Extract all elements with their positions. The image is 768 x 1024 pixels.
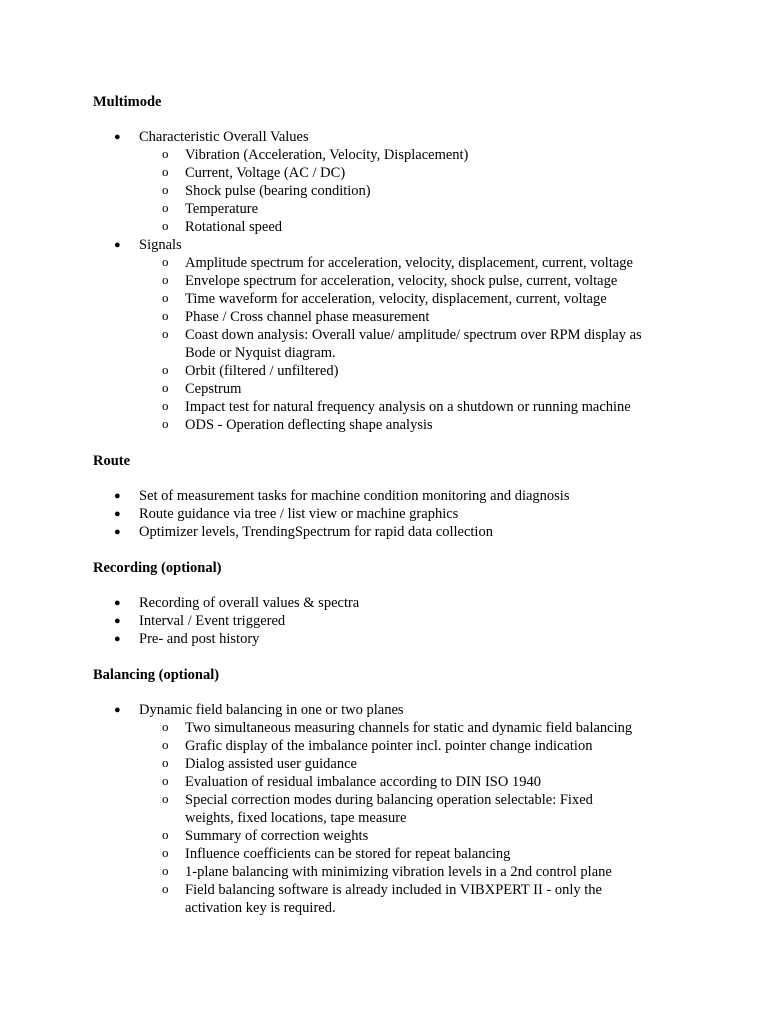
circle-bullet-icon: o	[162, 755, 169, 770]
circle-bullet-icon: o	[162, 308, 169, 323]
bullet-icon: ●	[114, 704, 121, 716]
circle-bullet-icon: o	[162, 290, 169, 305]
list-item: ● Interval / Event triggered	[114, 613, 286, 629]
list-item: ● Set of measurement tasks for machine condition monitoring and diagnosis	[114, 488, 570, 504]
circle-bullet-icon: o	[162, 182, 169, 197]
section-heading-multimode: Multimode	[93, 94, 162, 110]
section-heading-recording: Recording (optional)	[93, 560, 222, 576]
circle-bullet-icon: o	[162, 827, 169, 842]
list-item: ● Pre- and post history	[114, 631, 260, 647]
circle-bullet-icon: o	[162, 254, 169, 269]
sub-list-item: o Temperature	[162, 200, 259, 217]
sub-list-item: o Rotational speed	[162, 218, 283, 235]
sub-list-item: o Special correction modes during balancing operation selectable: Fixed	[162, 791, 593, 808]
section-heading-route: Route	[93, 453, 131, 469]
bullet-icon: ●	[114, 508, 121, 520]
bullet-icon: ●	[114, 597, 121, 609]
sub-list-item: o Orbit (filtered / unfiltered)	[162, 362, 339, 379]
circle-bullet-icon: o	[162, 146, 169, 161]
sub-list-item: o Amplitude spectrum for acceleration, velocity, displacement, current, voltage	[162, 254, 633, 271]
sub-list-item-continuation: Bode or Nyquist diagram.	[185, 345, 336, 361]
sub-list-item: o Shock pulse (bearing condition)	[162, 182, 371, 199]
sub-list-item: o Two simultaneous measuring channels for static and dynamic field balancing	[162, 719, 633, 736]
sub-list-item: o Envelope spectrum for acceleration, velocity, shock pulse, current, voltage	[162, 272, 618, 289]
bullet-icon: ●	[114, 615, 121, 627]
circle-bullet-icon: o	[162, 380, 169, 395]
sub-list-item: o Grafic display of the imbalance pointer incl. pointer change indication	[162, 737, 593, 754]
sub-list-item: o Influence coefficients can be stored for repeat balancing	[162, 845, 511, 862]
circle-bullet-icon: o	[162, 200, 169, 215]
circle-bullet-icon: o	[162, 398, 169, 413]
section-heading-balancing: Balancing (optional)	[93, 667, 220, 683]
sub-list-item: o 1-plane balancing with minimizing vibration levels in a 2nd control plane	[162, 863, 612, 880]
sub-list-item: o Dialog assisted user guidance	[162, 755, 357, 772]
bullet-icon: ●	[114, 131, 121, 143]
circle-bullet-icon: o	[162, 773, 169, 788]
list-item: ● Signals	[114, 237, 182, 253]
sub-list-item: o Field balancing software is already included in VIBXPERT II - only the	[162, 881, 602, 898]
sub-list-item: o Vibration (Acceleration, Velocity, Displacement)	[162, 146, 469, 163]
circle-bullet-icon: o	[162, 737, 169, 752]
sub-list-item: o Time waveform for acceleration, velocity, displacement, current, voltage	[162, 290, 607, 307]
list-item: ● Characteristic Overall Values	[114, 129, 309, 145]
sub-list-item: o Evaluation of residual imbalance according to DIN ISO 1940	[162, 773, 541, 790]
sub-list-item: o ODS - Operation deflecting shape analysis	[162, 416, 433, 433]
circle-bullet-icon: o	[162, 881, 169, 896]
bullet-icon: ●	[114, 633, 121, 645]
list-item: ● Route guidance via tree / list view or machine graphics	[114, 506, 459, 522]
bullet-icon: ●	[114, 490, 121, 502]
circle-bullet-icon: o	[162, 845, 169, 860]
sub-list-item: o Summary of correction weights	[162, 827, 369, 844]
list-item: ● Optimizer levels, TrendingSpectrum for rapid data collection	[114, 524, 493, 540]
sub-list-item: o Current, Voltage (AC / DC)	[162, 164, 346, 181]
sub-list-item-continuation: weights, fixed locations, tape measure	[185, 810, 407, 826]
circle-bullet-icon: o	[162, 416, 169, 431]
document-page	[93, 93, 683, 917]
circle-bullet-icon: o	[162, 719, 169, 734]
circle-bullet-icon: o	[162, 272, 169, 287]
circle-bullet-icon: o	[162, 326, 169, 341]
list-item: ● Dynamic field balancing in one or two planes	[114, 702, 404, 718]
circle-bullet-icon: o	[162, 164, 169, 179]
sub-list-item-continuation: activation key is required.	[185, 900, 336, 916]
sub-list-item: o Cepstrum	[162, 380, 242, 397]
circle-bullet-icon: o	[162, 218, 169, 233]
circle-bullet-icon: o	[162, 791, 169, 806]
list-item: ● Recording of overall values & spectra	[114, 595, 360, 611]
sub-list-item: o Impact test for natural frequency analysis on a shutdown or running machine	[162, 398, 631, 415]
circle-bullet-icon: o	[162, 362, 169, 377]
sub-list-item: o Coast down analysis: Overall value/ amplitude/ spectrum over RPM display as	[162, 326, 642, 343]
sub-list-item: o Phase / Cross channel phase measurement	[162, 308, 430, 325]
circle-bullet-icon: o	[162, 863, 169, 878]
bullet-icon: ●	[114, 526, 121, 538]
bullet-icon: ●	[114, 239, 121, 251]
